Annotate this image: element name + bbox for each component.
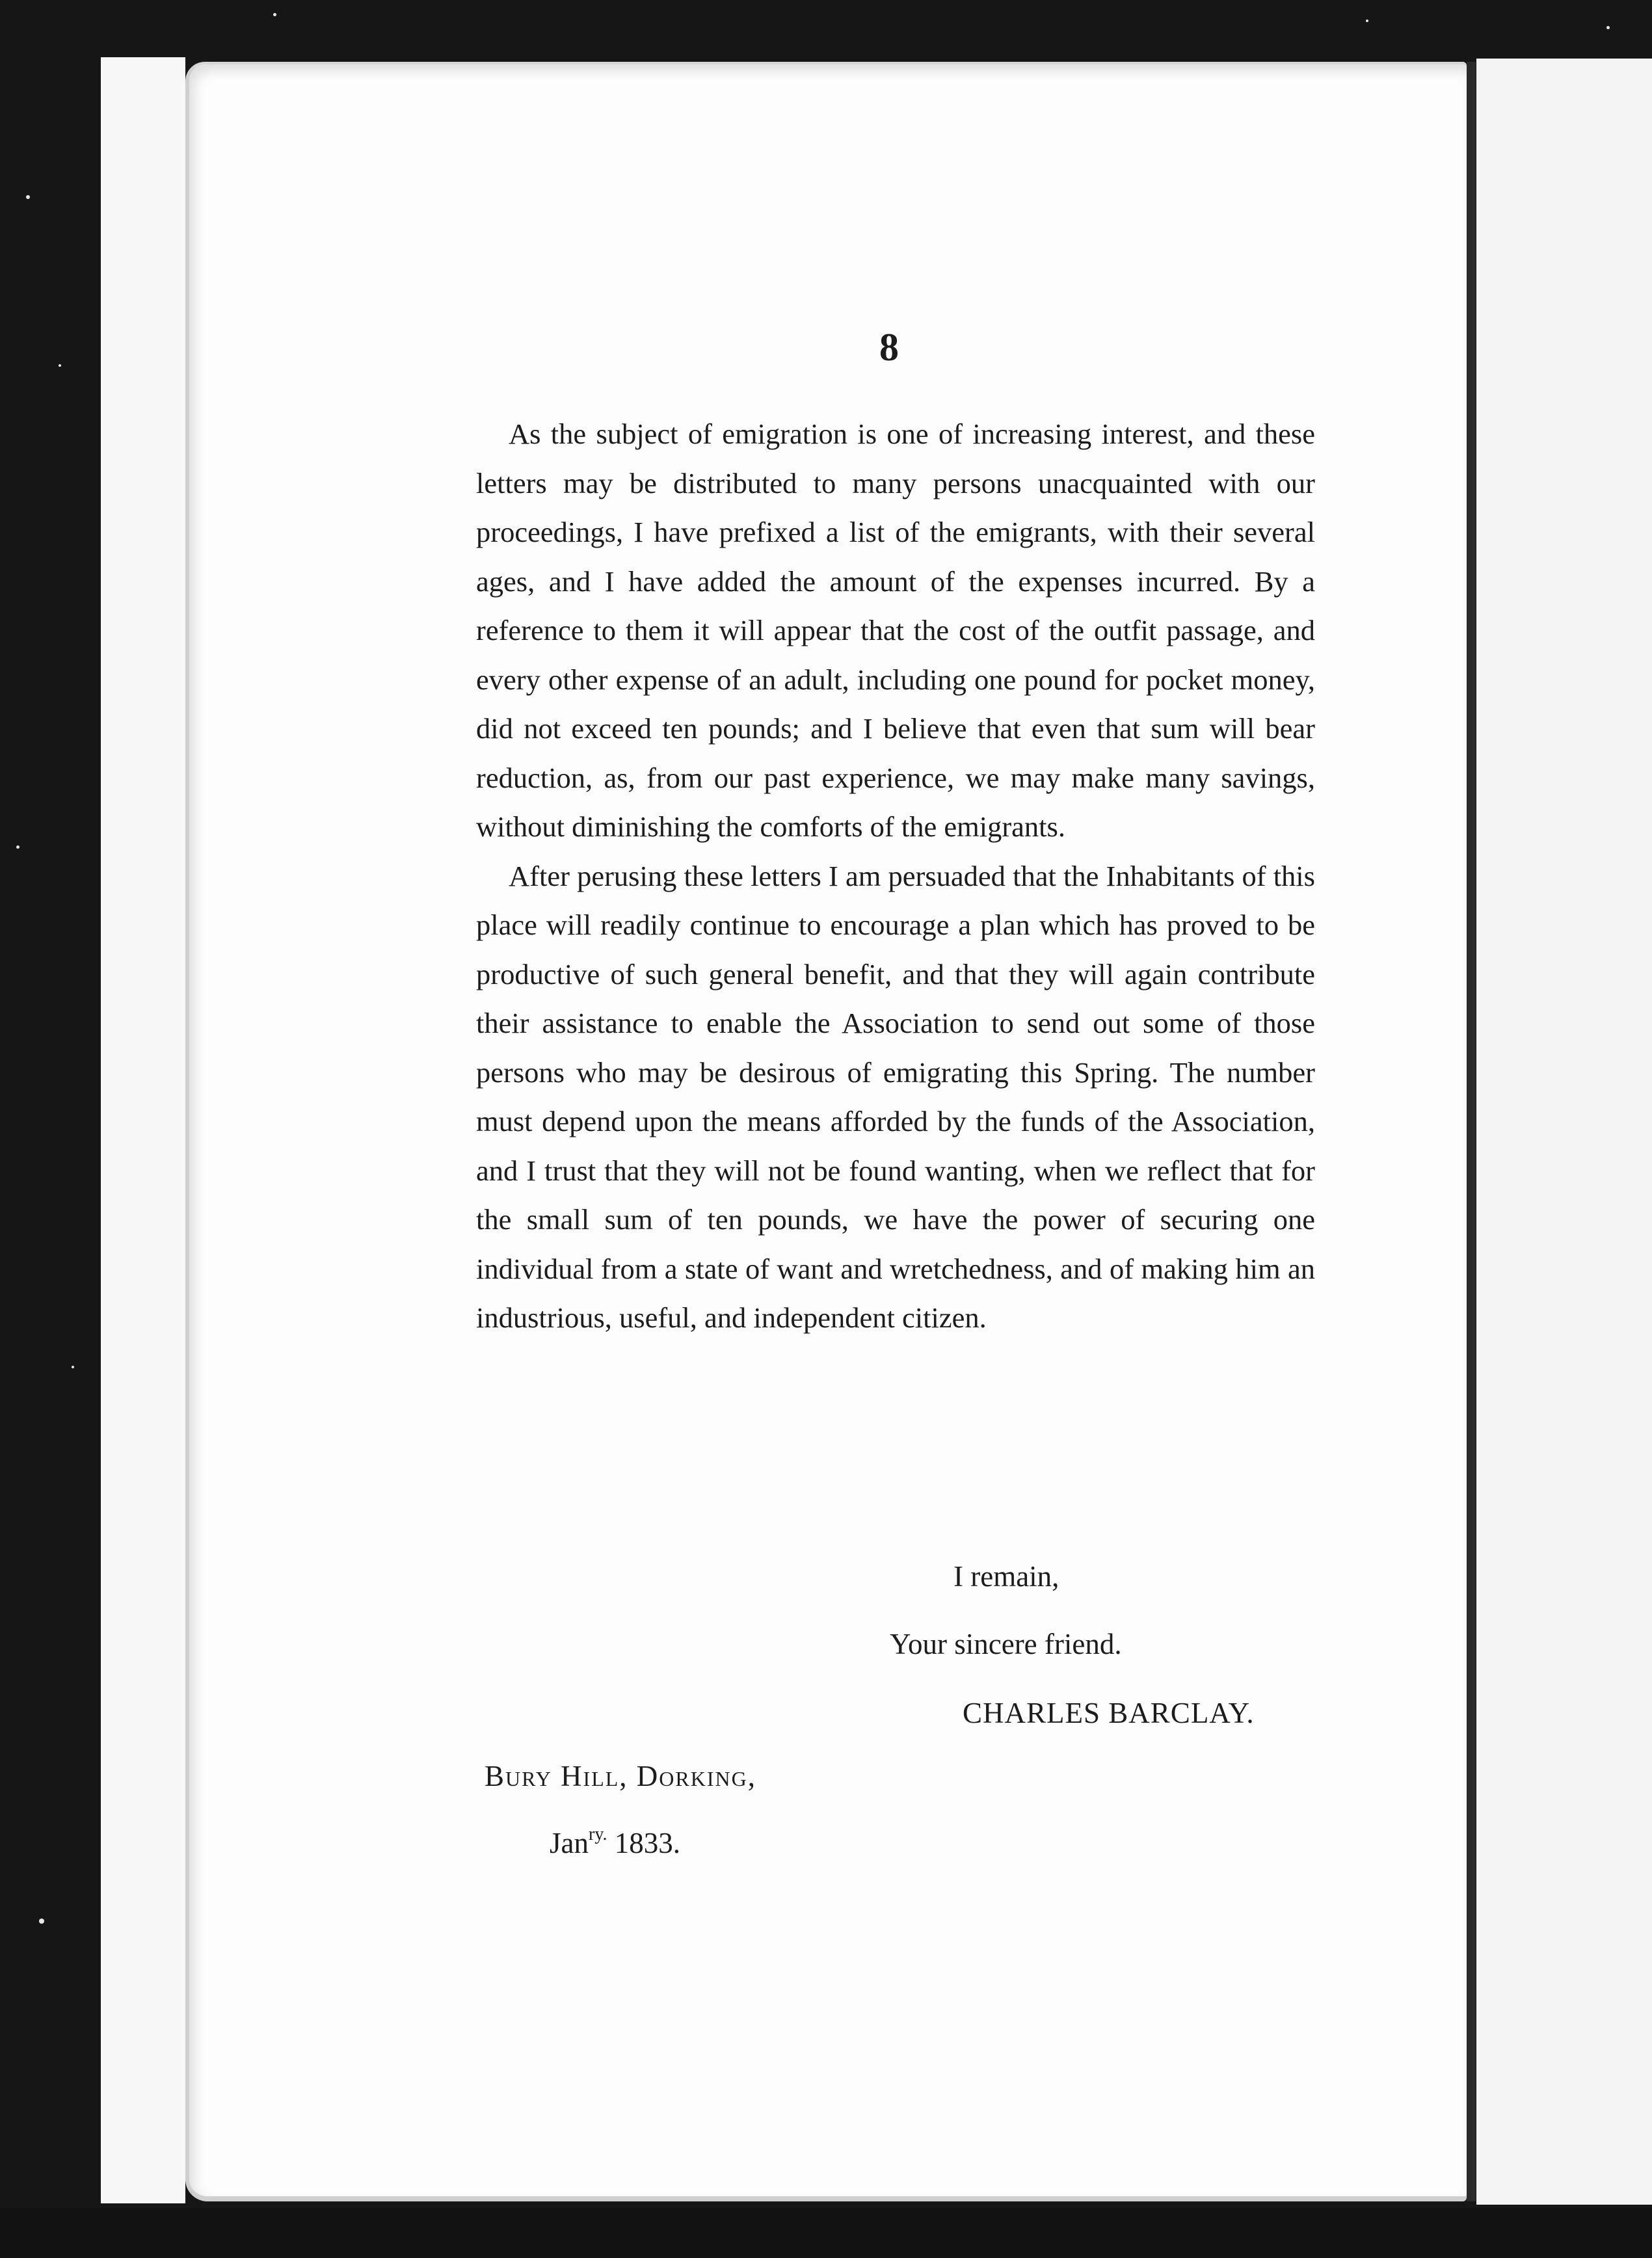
place-line: Bury Hill, Dorking, (485, 1760, 756, 1792)
date-month: Jan (550, 1827, 589, 1859)
film-speck (59, 364, 61, 367)
page-number: 8 (879, 326, 899, 369)
date-line (550, 1824, 680, 1860)
film-speck (273, 13, 276, 16)
page-edge-shadow (1467, 62, 1476, 2201)
mount-strip (101, 57, 185, 2203)
closing-remain: I remain, (953, 1560, 1059, 1593)
paragraph-appeal: After perusing these letters I am persuaded that the Inhabitants of this place will readily continue to encourage a plan which has proved to be productive of such general benefit, and that they will again contribute their assistance to enable the Association to send out some of those persons who may be desirous of emigrating this Spring. The number must depend upon the means afforded by the funds of the Association, and I trust that they will not be found wanting, when we reflect that for the small sum of ten pounds, we have the power of securing one individual from a state of want and wretchedness, and of making him an industrious, useful, and independent citizen. (476, 859, 1315, 1334)
letter-body (476, 410, 1315, 1343)
date-month-superscript: ry. (589, 1824, 607, 1844)
date-year: 1833. (614, 1827, 681, 1859)
film-speck (1606, 26, 1610, 29)
closing-friend: Your sincere friend. (890, 1628, 1122, 1660)
film-speck (16, 845, 20, 849)
adjacent-page (1476, 59, 1652, 2205)
film-speck (72, 1366, 74, 1368)
paragraph-emigration-costs: As the subject of emigration is one of increasing interest, and these letters may be distributed to many persons unacquainted with our proceedings, I have prefixed a list of the emigrants, with their several ages, and I have added the amount of the expenses incurred. By a reference to them it will appear that the cost of the outfit passage, and every other expense of an adult, including one pound for pocket money, did not exceed ten pounds; and I believe that even that sum will bear reduction, as, from our past experience, we may make many savings, without diminishing the comforts of the emigrants. (476, 418, 1315, 843)
film-speck (1366, 20, 1368, 22)
film-speck (26, 195, 30, 199)
film-speck (39, 1919, 44, 1924)
film-border-bottom (0, 2208, 1652, 2258)
signature: CHARLES BARCLAY. (963, 1697, 1255, 1729)
